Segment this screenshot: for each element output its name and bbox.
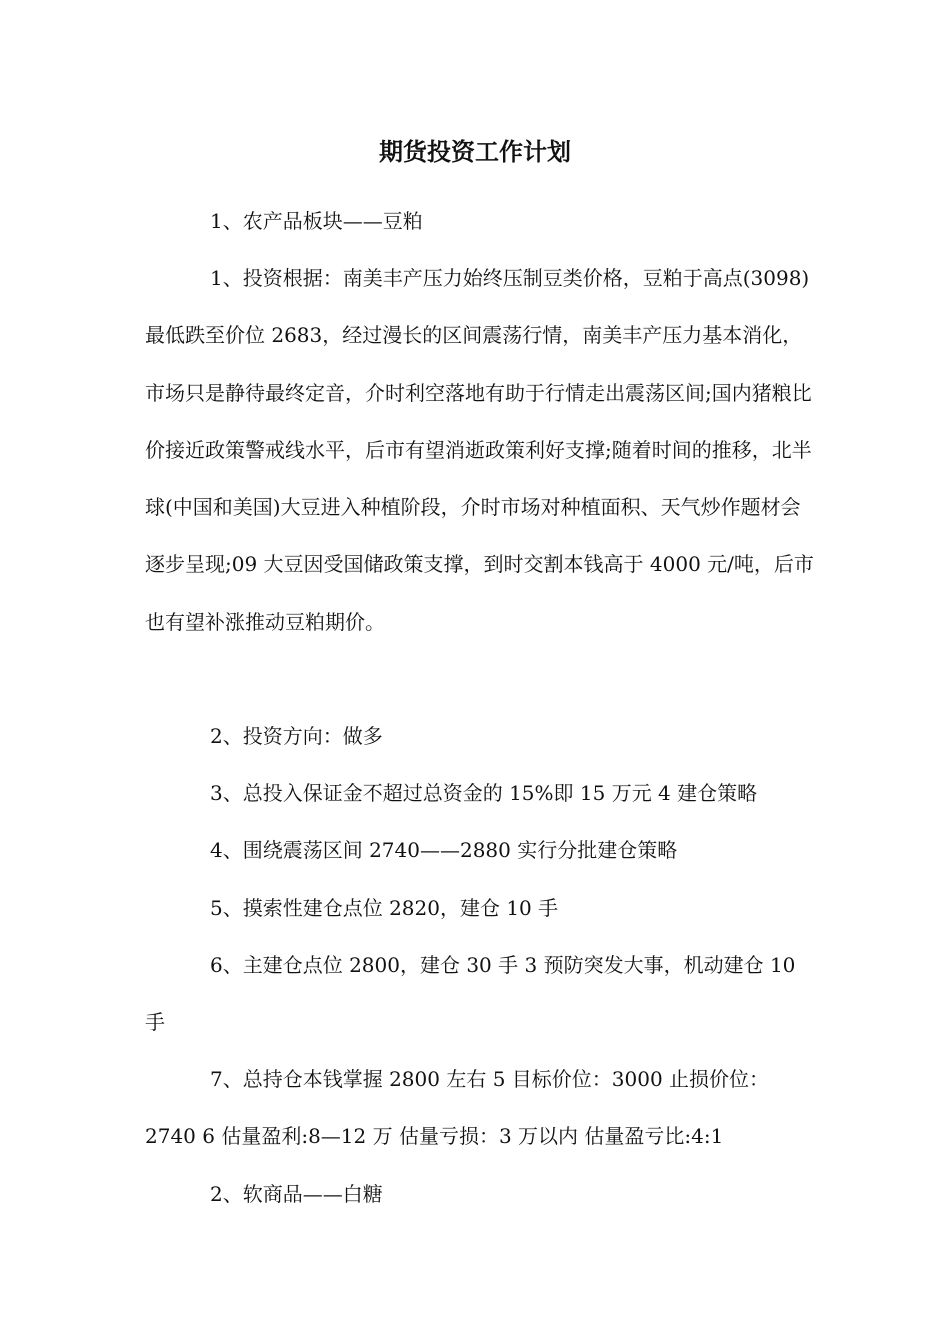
paragraph-investment-basis: 1、投资根据：南美丰产压力始终压制豆类价格，豆粕于高点(3098)最低跌至价位 2683，经过漫长的区间震荡行情，南美丰产压力基本消化，市场只是静待最终定音，介时利空落地有助于行情走出震荡区间;国内猪粮比价接近政策警戒线水平，后市有望消逝政策利好支撑;随着时间的推移，北半球(中国和美国)大豆进入种植阶段，介时市场对种植面积、天气炒作题材会逐步呈现;09 大豆因受国储政策支撑，到时交割本钱高于 4000 元/吨，后市也有望补涨推动豆粕期价。: [145, 266, 814, 634]
paragraph-section-2-heading: 2、软商品——白糖: [210, 1182, 383, 1206]
paragraph-main-position: 6、主建仓点位 2800，建仓 30 手 3 预防突发大事，机动建仓 10 手: [145, 953, 796, 1035]
paragraph-range-strategy: 4、围绕震荡区间 2740——2880 实行分批建仓策略: [210, 838, 678, 862]
paragraph-targets: 7、总持仓本钱掌握 2800 左右 5 目标价位：3000 止损价位：2740 6 估量盈利:8—12 万 估量亏损：3 万以内 估量盈亏比:4:1: [145, 1067, 770, 1149]
paragraph-trial-position: 5、摸索性建仓点位 2820，建仓 10 手: [210, 896, 559, 920]
paragraph-margin-limit: 3、总投入保证金不超过总资金的 15%即 15 万元 4 建仓策略: [210, 781, 758, 805]
paragraph-investment-direction: 2、投资方向：做多: [210, 724, 383, 748]
paragraph-section-1-heading: 1、农产品板块——豆粕: [210, 209, 423, 233]
document-title: 期货投资工作计划: [379, 137, 571, 166]
